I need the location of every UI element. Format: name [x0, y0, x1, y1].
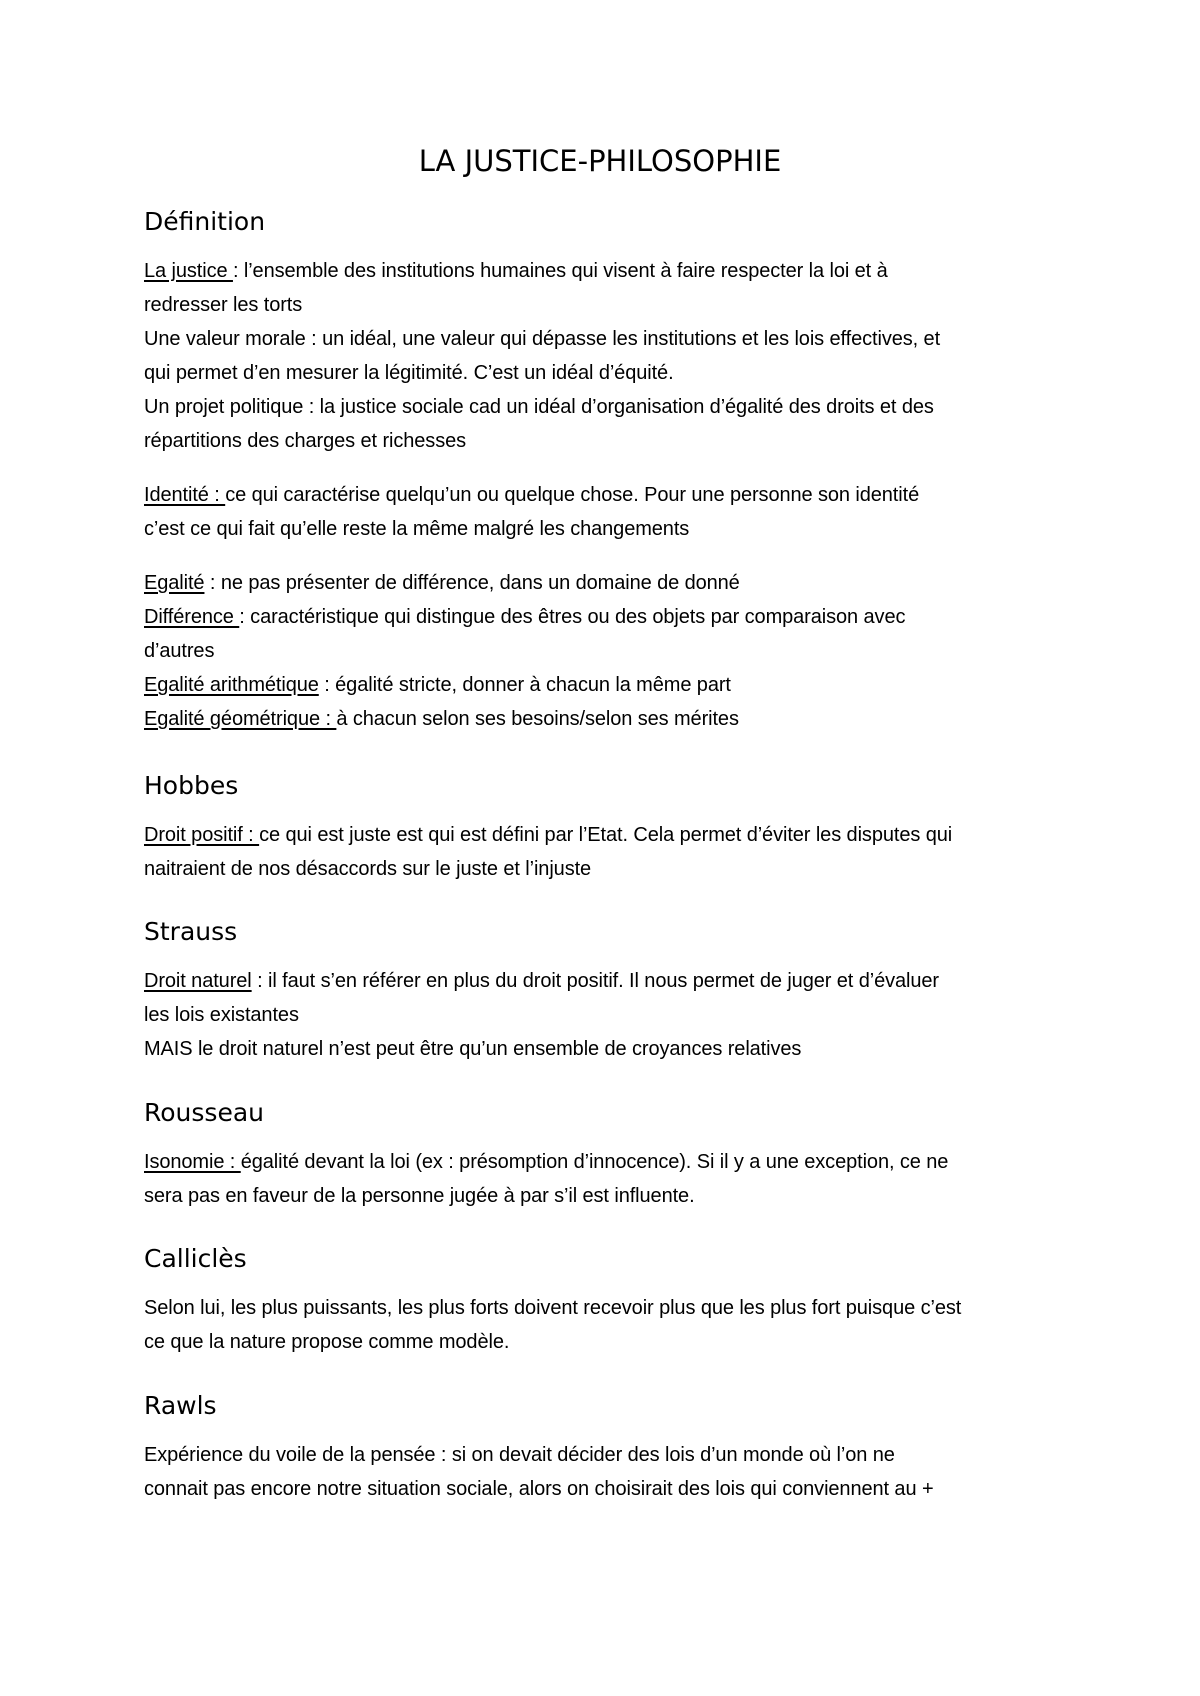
text-line: qui permet d’en mesurer la légitimité. C’est un idéal d’équité. [144, 362, 674, 384]
text-line [144, 668, 1064, 702]
term-droit-naturel: Droit naturel [144, 970, 252, 992]
text-line: naitraient de nos désaccords sur le juste et l’injuste [144, 858, 592, 880]
document-title: LA JUSTICE-PHILOSOPHIE [418, 144, 782, 178]
paragraph-justice-definition [144, 254, 1064, 458]
section-rousseau [144, 1097, 1064, 1233]
definition-text: ce qui est juste est qui est défini par l’Etat. Cela permet d’éviter les disputes qui [259, 824, 953, 846]
text-line [144, 600, 1064, 634]
section-strauss [144, 916, 1064, 1086]
section-rawls [144, 1390, 1064, 1526]
text-line [144, 964, 1064, 998]
text-line [144, 1145, 1064, 1179]
paragraph-droit-positif [144, 818, 1064, 886]
term-identite: Identité : [144, 484, 226, 506]
text-line: Expérience du voile de la pensée : si on devait décider des lois d’un monde où l’on ne [144, 1444, 895, 1466]
text-line: Une valeur morale : un idéal, une valeur qui dépasse les institutions et les lois effectives, et [144, 328, 941, 350]
paragraph-rawls [144, 1438, 1064, 1506]
term-difference: Différence [144, 606, 240, 628]
text-line: d’autres [144, 640, 215, 662]
section-definition [144, 206, 1064, 756]
paragraph-identite [144, 478, 1064, 546]
definition-text: ce qui caractérise quelqu’un ou quelque chose. Pour une personne son identité [225, 484, 920, 506]
definition-text: : égalité stricte, donner à chacun la même part [318, 674, 731, 696]
text-line [144, 478, 1064, 512]
paragraph-egalite [144, 566, 1064, 736]
definition-text: : il faut s’en référer en plus du droit positif. Il nous permet de juger et d’évaluer [251, 970, 939, 992]
definition-text: à chacun selon ses besoins/selon ses mérites [336, 708, 739, 730]
text-line: les lois existantes [144, 1004, 299, 1026]
section-hobbes [144, 770, 1064, 906]
section-heading-rawls: Rawls [144, 1391, 217, 1420]
term-egalite: Egalité [144, 572, 205, 594]
definition-text: : l’ensemble des institutions humaines qui visent à faire respecter la loi et à [232, 260, 888, 282]
text-line: ce que la nature propose comme modèle. [144, 1331, 510, 1353]
term-la-justice: La justice [144, 260, 233, 282]
definition-text: égalité devant la loi (ex : présomption d’innocence). Si il y a une exception, ce ne [240, 1151, 949, 1173]
text-line: redresser les torts [144, 294, 303, 316]
text-line: Selon lui, les plus puissants, les plus forts doivent recevoir plus que les plus fort puisque c’est [144, 1297, 962, 1319]
text-line: MAIS le droit naturel n’est peut être qu’un ensemble de croyances relatives [144, 1038, 802, 1060]
section-heading-strauss: Strauss [144, 917, 238, 946]
term-egalite-geometrique: Egalité géométrique : [144, 708, 337, 730]
section-callicles [144, 1243, 1064, 1379]
section-heading-rousseau: Rousseau [144, 1098, 264, 1127]
text-line: connait pas encore notre situation sociale, alors on choisirait des lois qui conviennent au + [144, 1478, 934, 1500]
text-line [144, 254, 1064, 288]
paragraph-isonomie [144, 1145, 1064, 1213]
text-line [144, 702, 1064, 736]
text-line [144, 818, 1064, 852]
text-line: répartitions des charges et richesses [144, 430, 467, 452]
text-line [144, 566, 1064, 600]
term-droit-positif: Droit positif : [144, 824, 260, 846]
term-egalite-arithmetique: Egalité arithmétique [144, 674, 319, 696]
section-heading-hobbes: Hobbes [144, 771, 239, 800]
definition-text: : ne pas présenter de différence, dans un domaine de donné [204, 572, 740, 594]
text-line: c’est ce qui fait qu’elle reste la même malgré les changements [144, 518, 690, 540]
section-heading-callicles: Calliclès [144, 1244, 247, 1273]
paragraph-droit-naturel [144, 964, 1064, 1066]
text-line: sera pas en faveur de la personne jugée à par s’il est influente. [144, 1185, 695, 1207]
paragraph-callicles [144, 1291, 1064, 1359]
text-line: Un projet politique : la justice sociale cad un idéal d’organisation d’égalité des droits et des [144, 396, 934, 418]
definition-text: : caractéristique qui distingue des êtres ou des objets par comparaison avec [239, 606, 906, 628]
term-isonomie: Isonomie : [144, 1151, 241, 1173]
section-heading-definition: Définition [144, 207, 266, 236]
